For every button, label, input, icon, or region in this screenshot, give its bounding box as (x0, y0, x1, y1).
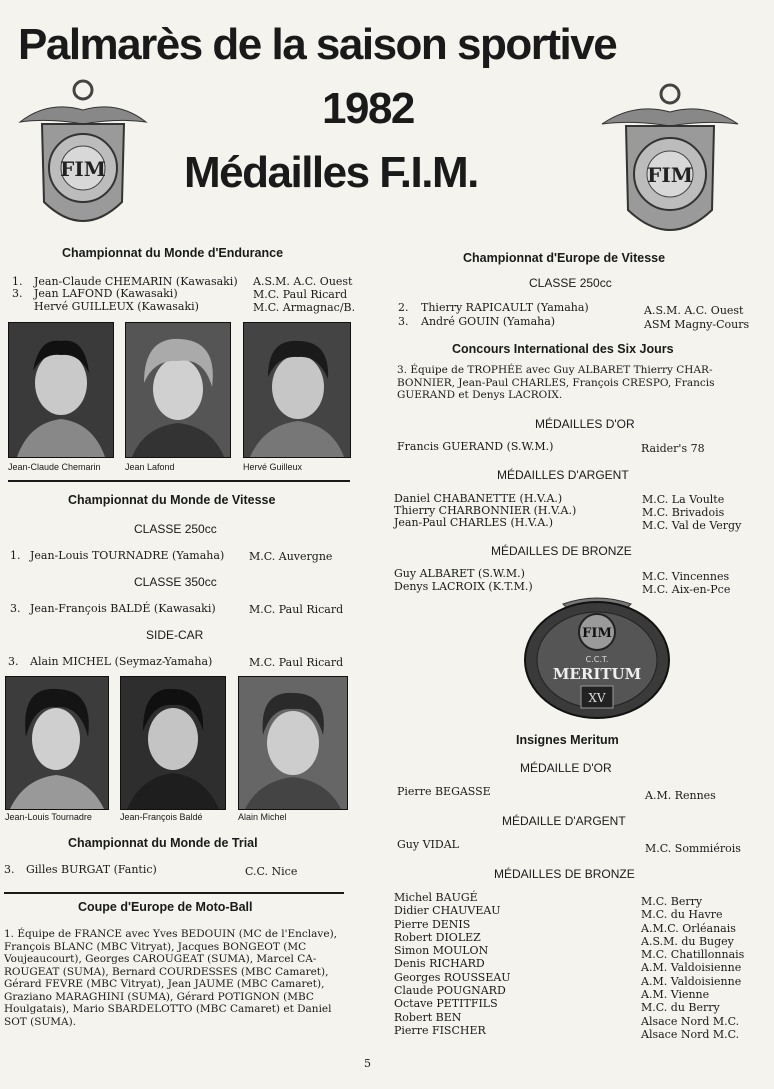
endurance-rank-2: 3. (12, 287, 23, 300)
meritum-or-heading: MÉDAILLE D'OR (520, 761, 612, 775)
caption-chemarin: Jean-Claude Chemarin (8, 462, 101, 472)
bronze-club: Alsace Nord M.C. (641, 1027, 740, 1041)
bronze-name: Octave PETITFILS (394, 997, 498, 1011)
sixjours-line: GUERAND et Denys LACROIX. (397, 389, 563, 401)
meritum-or-name: Pierre BEGASSE (397, 785, 491, 798)
bronze-club: M.C. du Havre (641, 908, 723, 922)
bronze-club: M.C. Chatillonnais (641, 948, 745, 962)
meritum-argent-club: M.C. Sommiérois (645, 842, 741, 855)
europe-name-2: André GOUIN (Yamaha) (421, 315, 556, 328)
trial-rank: 3. (4, 863, 15, 876)
vitesse-250-club: M.C. Auvergne (249, 550, 333, 563)
bronze-name: Didier CHAUVEAU (394, 904, 501, 918)
sixjours-or-name: Francis GUERAND (S.W.M.) (397, 440, 554, 453)
page-subtitle: Médailles F.I.M. (184, 148, 478, 197)
sixjours-argent-club-3: M.C. Val de Vergy (642, 519, 742, 532)
bronze-name: Michel BAUGÉ (394, 891, 478, 904)
bronze-club: A.M. Vienne (641, 988, 710, 1002)
meritum-badge-cct: C.C.T. (585, 655, 609, 664)
motoball-line: Voujeaucourt), Georges CAROUGEAT (SUMA), Marcel CA- (4, 953, 317, 965)
sixjours-bronze-club-2: M.C. Aix-en-Pce (642, 583, 731, 596)
sixjours-argent-club-1: M.C. La Voulte (642, 493, 725, 506)
vitesse-sidecar: SIDE-CAR (146, 628, 204, 642)
meritum-or-club: A.M. Rennes (645, 789, 716, 802)
trial-heading: Championnat du Monde de Trial (68, 836, 258, 850)
sixjours-argent-club-2: M.C. Brivadois (642, 506, 725, 519)
motoball-line: SOT (SUMA). (4, 1015, 77, 1028)
meritum-badge-word: MERITUM (552, 665, 642, 683)
bronze-name: Pierre DENIS (394, 917, 471, 931)
vitesse-350-name: Jean-François BALDÉ (Kawasaki) (30, 602, 216, 615)
endurance-club-3: M.C. Armagnac/B. (253, 301, 356, 314)
page-number: 5 (364, 1057, 371, 1070)
sixjours-argent-name-3: Jean-Paul CHARLES (H.V.A.) (394, 516, 554, 529)
bronze-name: Robert DIOLEZ (394, 930, 481, 944)
vitesse-250-rank: 1. (10, 549, 21, 562)
vitesse-class250: CLASSE 250cc (134, 522, 217, 536)
bronze-name: Claude POUGNARD (394, 984, 506, 998)
sixjours-bronze-name-1: Guy ALBARET (S.W.M.) (394, 567, 525, 580)
motoball-paragraph (4, 928, 342, 1028)
caption-michel: Alain Michel (238, 812, 287, 822)
trial-name: Gilles BURGAT (Fantic) (26, 863, 157, 876)
meritum-argent-heading: MÉDAILLE D'ARGENT (502, 814, 626, 828)
meritum-badge (523, 594, 671, 722)
sixjours-or-club: Raider's 78 (641, 442, 705, 455)
photo-tournadre (5, 676, 109, 810)
meritum-heading: Insignes Meritum (516, 733, 619, 747)
page-title-year: 1982 (322, 84, 414, 133)
photo-michel (238, 676, 348, 810)
motoball-line: Houlgatais), Mario SBARDELOTTO (MBC Camaret) et Daniel (4, 1003, 332, 1015)
bronze-club: Alsace Nord M.C. (641, 1014, 740, 1028)
europe-heading: Championnat d'Europe de Vitesse (463, 251, 666, 265)
endurance-club-1: A.S.M. A.C. Ouest (253, 275, 353, 288)
europe-club-1: A.S.M. A.C. Ouest (644, 304, 744, 317)
europe-rank-1: 2. (398, 301, 409, 314)
sixjours-paragraph (397, 364, 739, 402)
divider-2 (4, 892, 344, 894)
vitesse-class350: CLASSE 350cc (134, 575, 217, 589)
caption-lafond: Jean Lafond (125, 462, 175, 472)
bronze-name: Simon MOULON (394, 944, 489, 958)
sixjours-line: BONNIER, Jean-Paul CHARLES, François CRESPO, Francis (397, 376, 715, 389)
motoball-line: François BLANC (MBC Vitryat), Jacques BONGEOT (MC (4, 940, 307, 953)
motoball-line: ROUGEAT (SUMA), Bernard COURDESSES (MBC Camaret), (4, 965, 329, 978)
meritum-badge-num: XV (588, 691, 606, 705)
sixjours-argent-name-2: Thierry CHARBONNIER (H.V.A.) (394, 504, 577, 517)
sixjours-heading: Concours International des Six Jours (452, 342, 674, 356)
bronze-name: Georges ROUSSEAU (394, 970, 511, 984)
bronze-name: Pierre FISCHER (394, 1023, 486, 1037)
photo-balde (120, 676, 226, 810)
fim-emblem-text: FIM (60, 157, 106, 181)
europe-rank-2: 3. (398, 315, 409, 328)
sixjours-argent-heading: MÉDAILLES D'ARGENT (497, 468, 629, 482)
caption-balde: Jean-François Baldé (120, 812, 203, 822)
photo-chemarin (8, 322, 114, 458)
bronze-club: M.C. du Berry (641, 1001, 720, 1015)
photo-lafond (125, 322, 231, 458)
vitesse-heading: Championnat du Monde de Vitesse (68, 493, 276, 507)
fim-emblem-left (18, 72, 148, 240)
europe-name-1: Thierry RAPICAULT (Yamaha) (421, 301, 589, 314)
bronze-club: A.M.C. Orléanais (641, 921, 736, 935)
bronze-club: M.C. Berry (641, 895, 703, 908)
vitesse-350-rank: 3. (10, 602, 21, 615)
motoball-line: Graziano MARAGHINI (SUMA), Gérard POTIGNON (MBC (4, 990, 314, 1003)
sixjours-bronze-club-1: M.C. Vincennes (642, 570, 730, 583)
sidecar-name: Alain MICHEL (Seymaz-Yamaha) (30, 655, 213, 668)
bronze-name: Robert BEN (394, 1010, 462, 1024)
meritum-bronze-clubs (641, 895, 744, 1041)
endurance-name-2: Jean LAFOND (Kawasaki) (34, 287, 178, 300)
vitesse-350-club: M.C. Paul Ricard (249, 603, 344, 616)
motoball-line: Gérard FEVRE (MBC Vitryat), Jean JAUME (MBC Camaret), (4, 978, 325, 990)
divider-1 (8, 480, 350, 482)
trial-club: C.C. Nice (245, 865, 298, 878)
endurance-heading: Championnat du Monde d'Endurance (62, 246, 284, 260)
meritum-bronze-heading: MÉDAILLES DE BRONZE (494, 867, 635, 881)
fim-emblem-text-right: FIM (647, 163, 693, 187)
caption-tournadre: Jean-Louis Tournadre (5, 812, 92, 822)
endurance-rank-1: 1. (12, 275, 23, 288)
fim-emblem-right (600, 78, 740, 250)
meritum-badge-fim: FIM (582, 626, 612, 641)
bronze-club: A.M. Valdoisienne (641, 961, 742, 975)
vitesse-250-name: Jean-Louis TOURNADRE (Yamaha) (30, 549, 225, 562)
motoball-heading: Coupe d'Europe de Moto-Ball (78, 900, 253, 914)
sixjours-bronze-name-2: Denys LACROIX (K.T.M.) (394, 580, 533, 593)
sidecar-club: M.C. Paul Ricard (249, 656, 344, 669)
photo-guilleux (243, 322, 351, 458)
endurance-club-2: M.C. Paul Ricard (253, 288, 348, 301)
motoball-line: 1. Équipe de FRANCE avec Yves BEDOUIN (MC de l'Enclave), (4, 928, 338, 940)
endurance-name-1: Jean-Claude CHEMARIN (Kawasaki) (34, 275, 238, 288)
sixjours-or-heading: MÉDAILLES D'OR (535, 417, 635, 431)
page-title: Palmarès de la saison sportive (18, 20, 617, 69)
endurance-name-3: Hervé GUILLEUX (Kawasaki) (34, 300, 199, 313)
sixjours-bronze-heading: MÉDAILLES DE BRONZE (491, 544, 632, 558)
europe-class250: CLASSE 250cc (529, 276, 612, 290)
sidecar-rank: 3. (8, 655, 19, 668)
sixjours-argent-name-1: Daniel CHABANETTE (H.V.A.) (394, 492, 563, 505)
meritum-bronze-names (394, 891, 511, 1037)
bronze-club: A.S.M. du Bugey (641, 934, 734, 948)
caption-guilleux: Hervé Guilleux (243, 462, 303, 472)
bronze-club: A.M. Valdoisienne (641, 974, 742, 988)
europe-club-2: ASM Magny-Cours (644, 318, 750, 331)
bronze-name: Denis RICHARD (394, 957, 485, 971)
meritum-argent-name: Guy VIDAL (397, 838, 459, 851)
sixjours-line: 3. Équipe de TROPHÉE avec Guy ALBARET Thierry CHAR- (397, 364, 713, 376)
